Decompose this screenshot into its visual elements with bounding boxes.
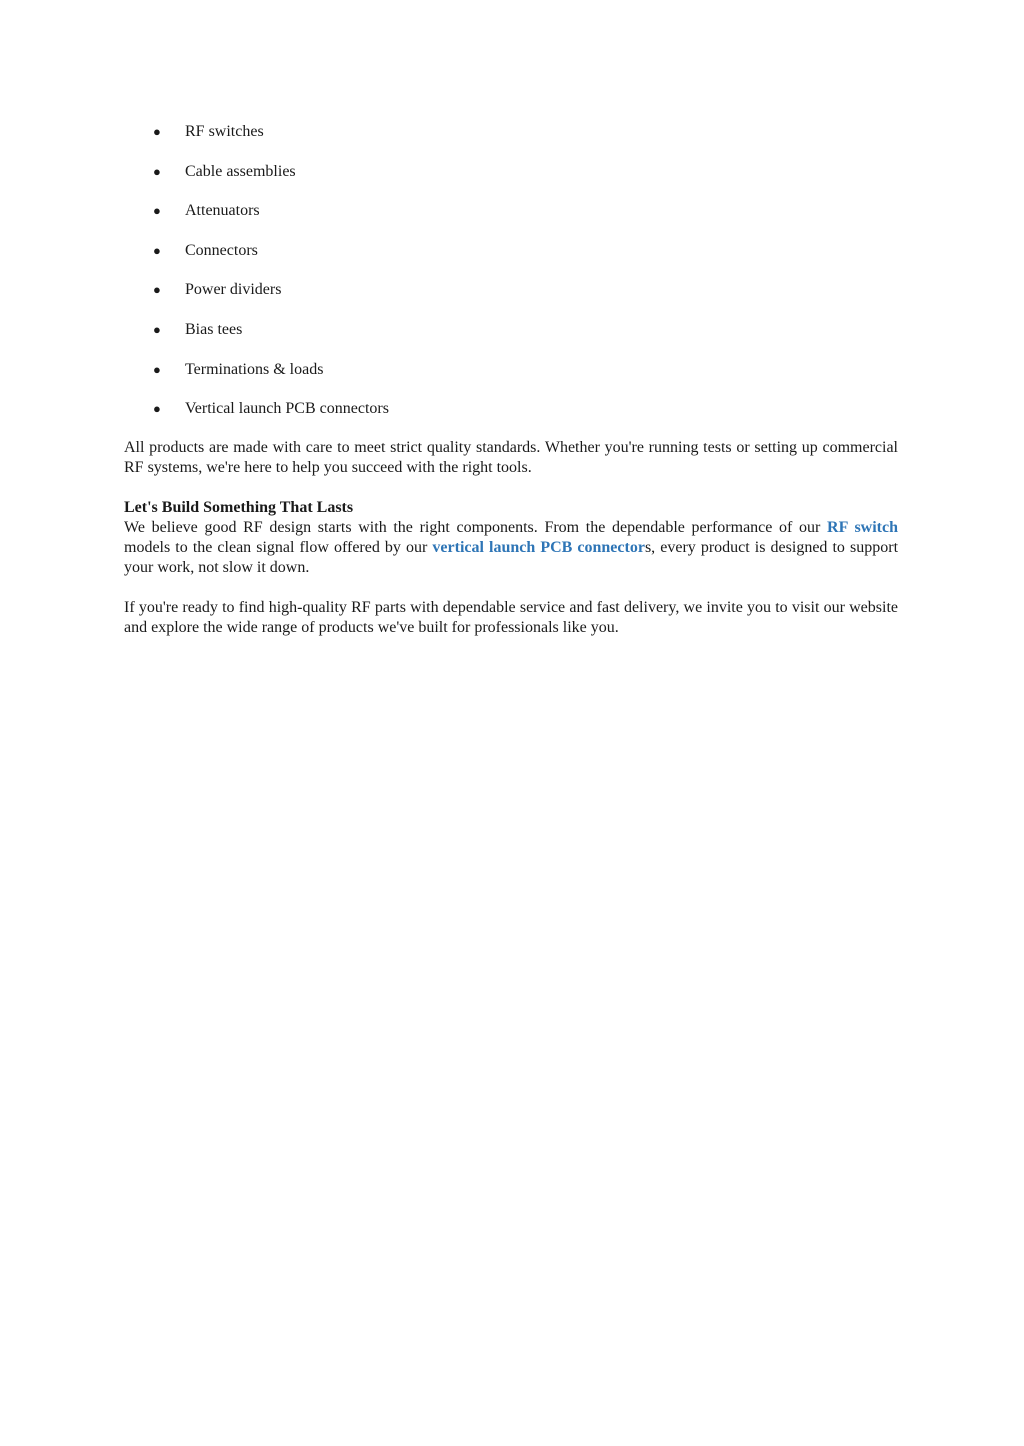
bullet-icon: ● xyxy=(153,401,161,417)
list-item-label: Cable assemblies xyxy=(185,162,296,180)
list-item xyxy=(124,122,898,142)
build-text-1: We believe good RF design starts with the right components. From the dependable performance of our xyxy=(124,518,828,536)
list-item-label: Vertical launch PCB connectors xyxy=(185,400,389,418)
build-section xyxy=(124,498,898,578)
intro-paragraph: All products are made with care to meet strict quality standards. Whether you're running tests or setting up commercial RF systems, we're here to help you succeed with the right tools. xyxy=(124,438,898,476)
rf-switch-link[interactable]: RF switch xyxy=(827,518,899,536)
bullet-icon: ● xyxy=(153,203,161,219)
list-item-label: Connectors xyxy=(185,241,258,259)
list-item xyxy=(124,162,898,182)
list-item xyxy=(124,399,898,419)
build-text-3: s, every product is designed to support your work, not slow it down. xyxy=(124,538,899,576)
list-item xyxy=(124,241,898,261)
bullet-icon: ● xyxy=(153,163,161,179)
list-item xyxy=(124,201,898,221)
bullet-icon: ● xyxy=(153,282,161,298)
list-item-label: Terminations & loads xyxy=(185,360,324,378)
bullet-icon: ● xyxy=(153,361,161,377)
bullet-icon: ● xyxy=(153,124,161,139)
build-text-2: models to the clean signal flow offered by our xyxy=(124,538,433,556)
list-item xyxy=(124,280,898,300)
list-item xyxy=(124,320,898,340)
list-item-label: Power dividers xyxy=(185,281,282,299)
cta-paragraph: If you're ready to find high-quality RF parts with dependable service and fast delivery, we invite you to visit our website and explore the wide range of products we've built for professionals like you. xyxy=(124,598,898,636)
bullet-icon: ● xyxy=(153,321,161,337)
list-item xyxy=(124,360,898,380)
vertical-launch-pcb-connector-link[interactable]: vertical launch PCB connector xyxy=(432,538,645,556)
document-page xyxy=(124,122,898,638)
bullet-icon: ● xyxy=(153,242,161,258)
section-heading: Let's Build Something That Lasts xyxy=(124,498,354,516)
product-list xyxy=(124,122,898,419)
list-item-label: RF switches xyxy=(185,123,264,140)
list-item-label: Bias tees xyxy=(185,320,243,338)
list-item-label: Attenuators xyxy=(185,202,260,220)
